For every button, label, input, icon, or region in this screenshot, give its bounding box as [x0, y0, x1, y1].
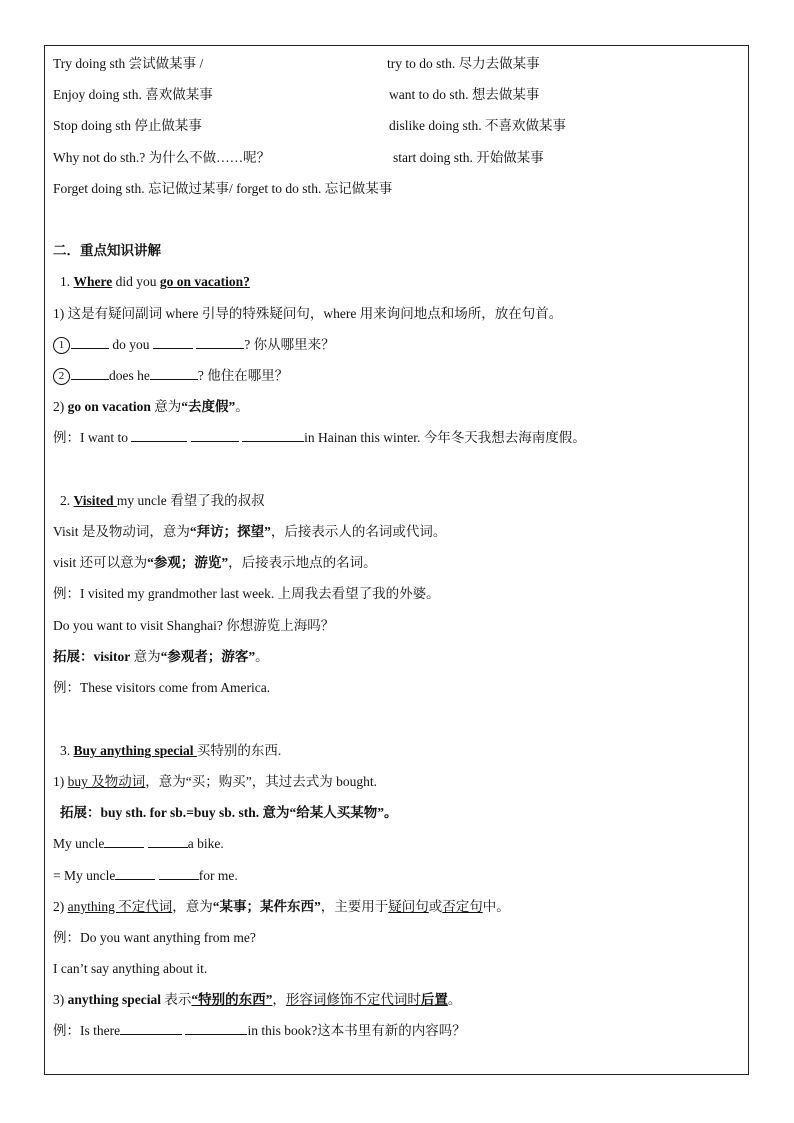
answer-blank: [120, 1022, 182, 1035]
point-3-extension: 拓展：buy sth. for sb.=buy sb. sth. 意为“给某人买某物”。: [60, 805, 398, 820]
answer-blank: [153, 336, 193, 349]
section-heading: 二．重点知识讲解: [53, 243, 161, 258]
point-3-title: 3. Buy anything special 买特别的东西.: [60, 743, 282, 758]
point-3-buy: 1) buy 及物动词，意为“买；购买”，其过去式为 bought.: [53, 774, 377, 789]
phrase-want-to-do: want to do sth. 想去做某事: [389, 87, 540, 102]
point-3-example-1: 例：Do you want anything from me?: [53, 930, 256, 945]
point-1-exercise-1: 1 do you ? 你从哪里来？: [53, 336, 335, 354]
phrase-try-doing: Try doing sth 尝试做某事 /: [53, 56, 204, 71]
answer-blank: [159, 867, 199, 880]
point-2-example-3: 例：These visitors come from America.: [53, 680, 271, 695]
answer-blank: [131, 429, 187, 442]
answer-blank: [196, 336, 244, 349]
point-3-example-3: 例：Is there in this book?这本书里有新的内容吗？: [53, 1023, 466, 1038]
point-2-example-2: Do you want to visit Shanghai? 你想游览上海吗？: [53, 618, 335, 633]
phrase-why-not: Why not do sth.? 为什么不做……呢？: [53, 150, 271, 165]
point-3-exercise-2: = My uncle for me.: [53, 868, 238, 883]
phrase-dislike-doing: dislike doing sth. 不喜欢做某事: [389, 118, 567, 133]
answer-blank: [71, 367, 109, 380]
phrase-forget: Forget doing sth. 忘记做过某事/ forget to do sth. 忘记做某事: [53, 181, 393, 196]
answer-blank: [242, 429, 304, 442]
circled-number: 2: [53, 368, 70, 385]
phrase-enjoy-doing: Enjoy doing sth. 喜欢做某事: [53, 87, 213, 102]
answer-blank: [104, 835, 144, 848]
phrase-try-to-do: try to do sth. 尽力去做某事: [387, 56, 540, 71]
answer-blank: [115, 867, 155, 880]
circled-number: 1: [53, 337, 70, 354]
point-3-anything: 2) anything 不定代词，意为“某事；某件东西”，主要用于疑问句或否定句中。: [53, 899, 510, 914]
point-2-explain-2: visit 还可以意为“参观；游览”，后接表示地点的名词。: [53, 555, 377, 570]
point-2-title: 2. Visited my uncle 看望了我的叔叔: [60, 493, 265, 508]
answer-blank: [150, 367, 198, 380]
point-2-extension: 拓展：visitor 意为“参观者；游客”。: [53, 649, 269, 664]
point-3-exercise-1: My uncle a bike.: [53, 836, 224, 851]
answer-blank: [148, 835, 188, 848]
point-2-example-1: 例：I visited my grandmother last week. 上周我去看望了我的外婆。: [53, 586, 440, 601]
point-3-special: 3) anything special 表示“特别的东西”，形容词修饰不定代词时后置。: [53, 992, 462, 1007]
phrase-start-doing: start doing sth. 开始做某事: [393, 150, 544, 165]
point-3-example-2: I can’t say anything about it.: [53, 961, 208, 976]
point-1-example: 例：I want to in Hainan this winter. 今年冬天我想去海南度假。: [53, 430, 586, 445]
point-1-meaning: 2) go on vacation 意为“去度假”。: [53, 399, 249, 414]
point-2-explain-1: Visit 是及物动词，意为“拜访；探望”，后接表示人的名词或代词。: [53, 524, 447, 539]
point-1-explain: 1) 这是有疑问副词 where 引导的特殊疑问句，where 用来询问地点和场所，放在句首。: [53, 306, 563, 321]
answer-blank: [71, 336, 109, 349]
answer-blank: [185, 1022, 247, 1035]
phrase-stop-doing: Stop doing sth 停止做某事: [53, 118, 202, 133]
answer-blank: [191, 429, 239, 442]
point-1-exercise-2: 2 does he ? 他住在哪里？: [53, 367, 288, 385]
point-1-title: 1. Where did you go on vacation?: [60, 274, 250, 289]
